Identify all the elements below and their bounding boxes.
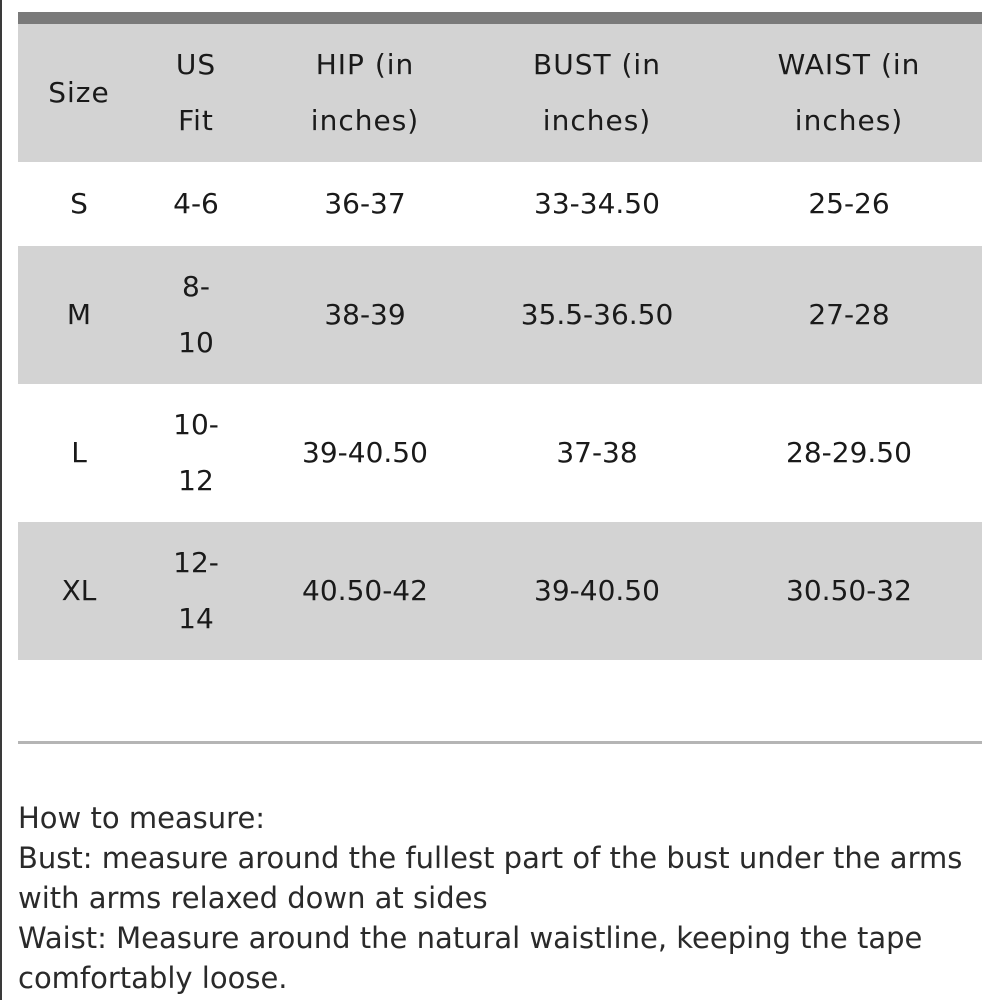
header-hip: HIP (in inches) — [252, 24, 478, 162]
cell-size: L — [18, 384, 140, 522]
table-header-row — [18, 24, 982, 162]
cell-bust: 33-34.50 — [478, 162, 716, 246]
cell-hip: 38-39 — [252, 246, 478, 384]
cell-us-fit: 8- 10 — [140, 246, 252, 384]
cell-size: XL — [18, 522, 140, 660]
cell-bust: 35.5-36.50 — [478, 246, 716, 384]
section-divider — [18, 741, 982, 744]
table-row — [18, 384, 982, 522]
cell-waist: 27-28 — [716, 246, 982, 384]
cell-waist: 28-29.50 — [716, 384, 982, 522]
cell-waist: 30.50-32 — [716, 522, 982, 660]
cell-hip: 36-37 — [252, 162, 478, 246]
header-waist: WAIST (in inches) — [716, 24, 982, 162]
cell-bust: 37-38 — [478, 384, 716, 522]
cell-us-fit: 12- 14 — [140, 522, 252, 660]
cell-hip: 39-40.50 — [252, 384, 478, 522]
table-row — [18, 522, 982, 660]
cell-us-fit: 4-6 — [140, 162, 252, 246]
table-row — [18, 162, 982, 246]
cell-hip: 40.50-42 — [252, 522, 478, 660]
measurement-instructions — [18, 798, 982, 998]
instructions-heading: How to measure: — [18, 801, 266, 835]
header-us-fit: US Fit — [140, 24, 252, 162]
waist-instruction: Waist: Measure around the natural waistline, keeping the tape comfortably loose. — [18, 921, 923, 995]
cell-size: M — [18, 246, 140, 384]
table-row — [18, 246, 982, 384]
size-chart-table — [18, 24, 982, 660]
left-border — [0, 0, 2, 1000]
cell-waist: 25-26 — [716, 162, 982, 246]
header-bust: BUST (in inches) — [478, 24, 716, 162]
table-top-bar — [18, 12, 982, 24]
bust-instruction: Bust: measure around the fullest part of the bust under the arms with arms relaxed down at sides — [18, 841, 963, 915]
cell-bust: 39-40.50 — [478, 522, 716, 660]
header-size: Size — [18, 24, 140, 162]
cell-size: S — [18, 162, 140, 246]
cell-us-fit: 10- 12 — [140, 384, 252, 522]
